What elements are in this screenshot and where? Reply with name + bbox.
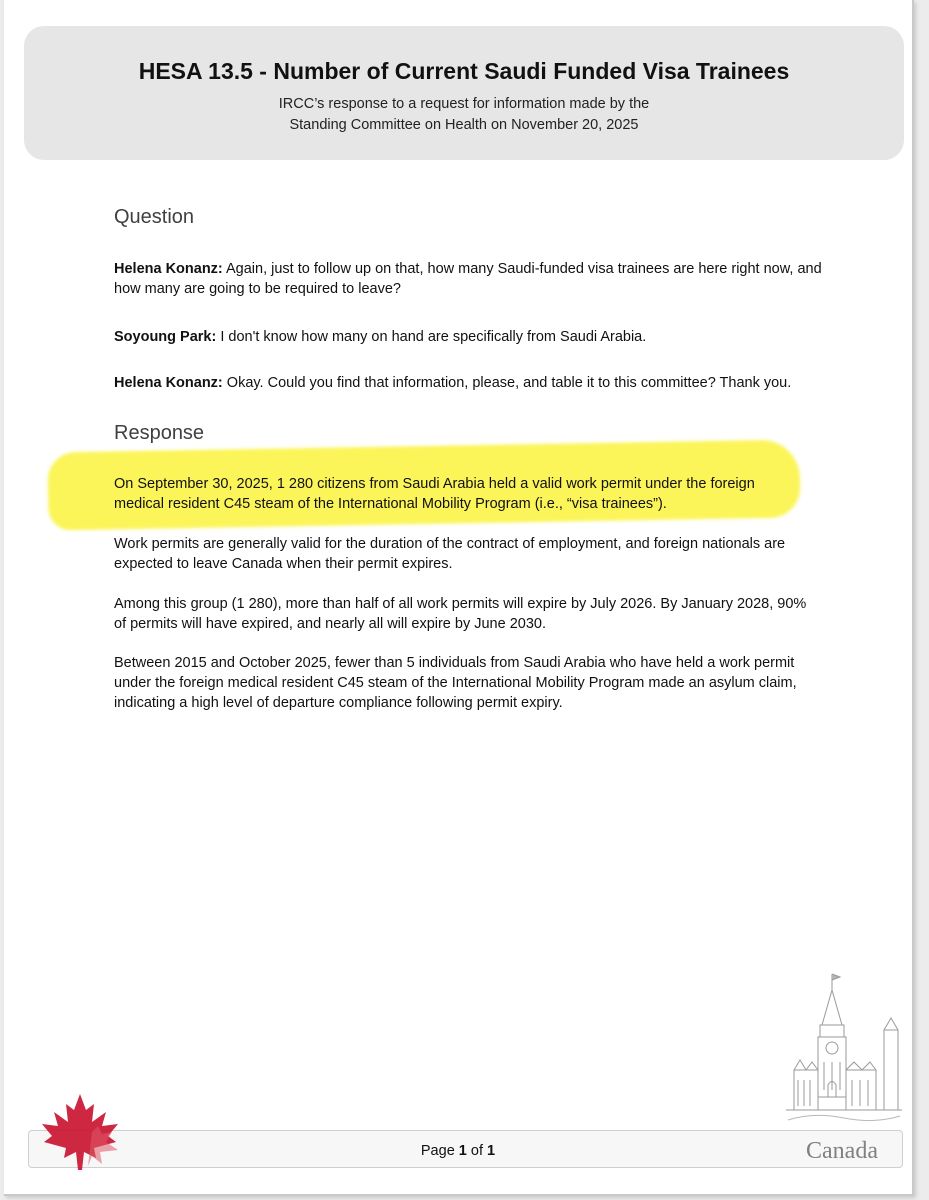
response-paragraph-3: Among this group (1 280), more than half of all work permits will expire by July 2026. By January 2028, 90% of permits will have expired, and nearly all will expire by June 2030. bbox=[114, 596, 807, 632]
question-exchange-3 bbox=[114, 373, 824, 393]
page-label: Page bbox=[420, 1143, 459, 1159]
exchange-text: I don't know how many on hand are specifically from Saudi Arabia. bbox=[216, 329, 647, 345]
document-header bbox=[24, 26, 904, 160]
exchange-text: Again, just to follow up on that, how many Saudi-funded visa trainees are here right now, and how many are going to be required to leave? bbox=[114, 261, 822, 297]
response-heading: Response bbox=[114, 422, 205, 444]
maple-leaf-icon bbox=[40, 1092, 124, 1172]
speaker-name: Soyoung Park: bbox=[114, 329, 217, 345]
response-paragraph-4: Between 2015 and October 2025, fewer than 5 individuals from Saudi Arabia who have held a work permit under the foreign medical resident C45 steam of the International Mobility Program made an asylum claim, indicating a high level of departure compliance following permit expiry. bbox=[114, 655, 797, 711]
page-current: 1 bbox=[458, 1143, 467, 1159]
question-exchange-2 bbox=[114, 327, 824, 347]
page-of: of bbox=[466, 1143, 488, 1159]
document-title: HESA 13.5 - Number of Current Saudi Funded Visa Trainees bbox=[138, 58, 790, 84]
question-heading: Question bbox=[114, 206, 195, 228]
subtitle-line-2: Standing Committee on Health on November 20, 2025 bbox=[289, 117, 639, 133]
page-total: 1 bbox=[487, 1143, 496, 1159]
document-page bbox=[4, 0, 914, 1196]
parliament-peace-tower-icon bbox=[784, 970, 904, 1140]
document-subtitle bbox=[24, 94, 904, 136]
exchange-text: Okay. Could you find that information, please, and table it to this committee? Thank you. bbox=[222, 375, 792, 391]
response-paragraph-2: Work permits are generally valid for the duration of the contract of employment, and foreign nationals are expected to leave Canada when their permit expires. bbox=[114, 536, 786, 572]
page-number bbox=[4, 1143, 912, 1159]
question-exchange-1 bbox=[114, 259, 824, 299]
speaker-name: Helena Konanz: bbox=[114, 261, 223, 277]
canada-wordmark: Canada bbox=[806, 1138, 878, 1164]
subtitle-line-1: IRCC’s response to a request for information made by the bbox=[278, 96, 650, 112]
speaker-name: Helena Konanz: bbox=[114, 375, 223, 391]
response-paragraph-1: On September 30, 2025, 1 280 citizens from Saudi Arabia held a valid work permit under the foreign medical resident C45 steam of the International Mobility Program (i.e., “visa trainees”). bbox=[114, 476, 755, 512]
